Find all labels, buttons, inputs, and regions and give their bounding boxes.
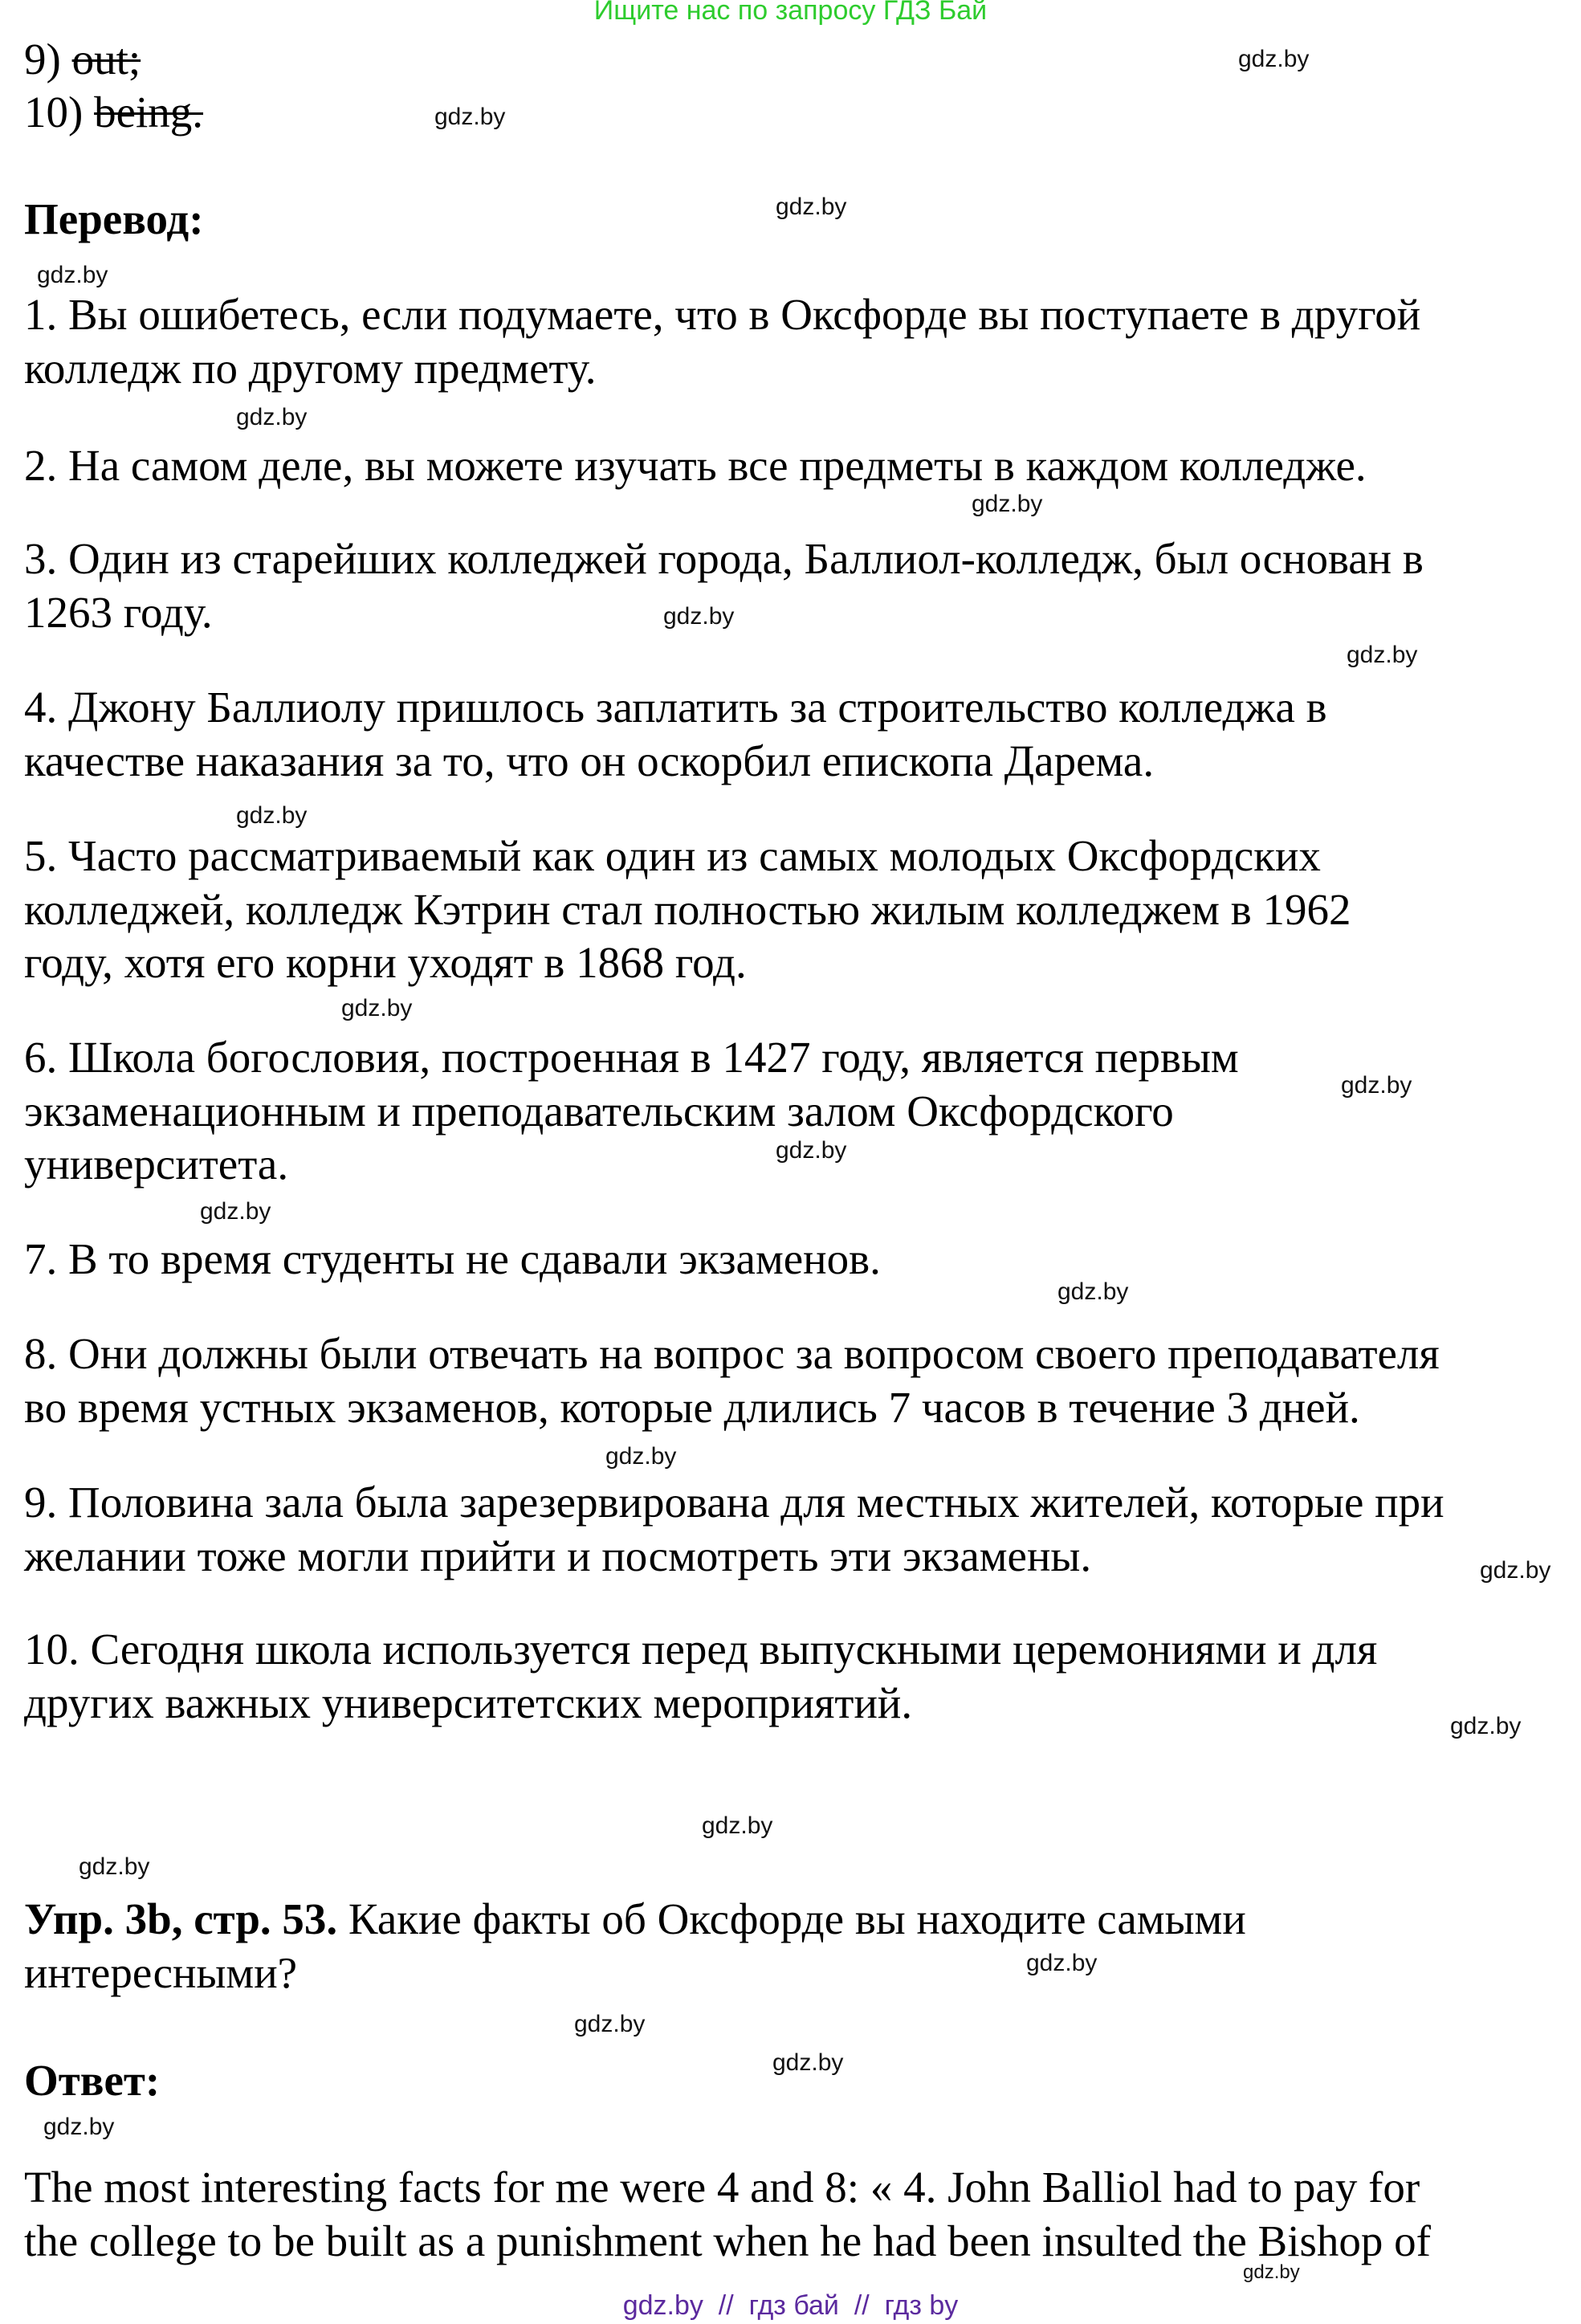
line: the college to be built as a punishment when he had been insulted the Bishop of bbox=[24, 2216, 1431, 2265]
line: 9. Половина зала была зарезервирована для местных жителей, которые при bbox=[24, 1478, 1444, 1527]
watermark: gdz.by bbox=[1026, 1950, 1098, 1976]
watermark: gdz.by bbox=[341, 995, 413, 1021]
line: 8. Они должны были отвечать на вопрос за вопросом своего преподавателя bbox=[24, 1329, 1440, 1378]
watermark: gdz.by bbox=[79, 1853, 150, 1880]
watermark: gdz.by bbox=[776, 1137, 847, 1164]
answer-heading: Ответ: bbox=[24, 2056, 161, 2105]
line: 5. Часто рассматриваемый как один из самых молодых Оксфордских bbox=[24, 831, 1321, 880]
line: 7. В то время студенты не сдавали экзаменов. bbox=[24, 1234, 881, 1283]
watermark: gdz.by bbox=[43, 2114, 115, 2140]
line: году, хотя его корни уходят в 1868 год. bbox=[24, 938, 747, 987]
watermark: gdz.by bbox=[434, 104, 506, 130]
line: экзаменационным и преподавательским залом Оксфордского bbox=[24, 1086, 1174, 1135]
answer-item-10 bbox=[24, 86, 203, 140]
translation-item-7 bbox=[24, 1233, 881, 1286]
translation-item-6 bbox=[24, 1031, 1239, 1192]
translation-item-1 bbox=[24, 288, 1420, 395]
watermark: gdz.by bbox=[772, 2049, 844, 2076]
line: желании тоже могли прийти и посмотреть эти экзамены. bbox=[24, 1531, 1092, 1580]
line: во время устных экзаменов, которые длились 7 часов в течение 3 дней. bbox=[24, 1382, 1360, 1432]
line: 2. На самом деле, вы можете изучать все предметы в каждом колледже. bbox=[24, 441, 1367, 490]
watermark: gdz.by bbox=[574, 2011, 646, 2037]
watermark: gdz.by bbox=[1057, 1278, 1129, 1305]
line: 1. Вы ошибетесь, если подумаете, что в Оксфорде вы поступаете в другой bbox=[24, 290, 1421, 339]
translation-item-10 bbox=[24, 1623, 1377, 1730]
line: качестве наказания за то, что он оскорбил епископа Дарема. bbox=[24, 736, 1155, 785]
struck-word: out; bbox=[71, 35, 141, 84]
exercise-label: Упр. 3b, стр. 53. bbox=[24, 1894, 338, 1943]
watermark: gdz.by bbox=[702, 1812, 773, 1839]
translation-item-8 bbox=[24, 1327, 1440, 1434]
line: 1263 году. bbox=[24, 587, 213, 637]
line: 4. Джону Баллиолу пришлось заплатить за строительство колледжа в bbox=[24, 683, 1327, 732]
watermark: gdz.by bbox=[663, 603, 735, 630]
watermark: gdz.by bbox=[1347, 642, 1418, 668]
watermark: gdz.by bbox=[236, 802, 308, 829]
line: The most interesting facts for me were 4 and 8: « 4. John Balliol had to pay for bbox=[24, 2163, 1420, 2212]
line: университета. bbox=[24, 1140, 289, 1189]
search-banner[interactable]: Ищите нас по запросу ГДЗ Бай bbox=[593, 0, 988, 26]
watermark: gdz.by bbox=[605, 1443, 677, 1470]
watermark: gdz.by bbox=[1243, 2261, 1300, 2283]
watermark: gdz.by bbox=[200, 1198, 271, 1225]
footer-links[interactable]: gdz.by // гдз бай // гдз by bbox=[622, 2290, 959, 2321]
translation-item-2 bbox=[24, 439, 1367, 493]
line: 6. Школа богословия, построенная в 1427 году, является первым bbox=[24, 1033, 1239, 1082]
answer-text bbox=[24, 2161, 1431, 2268]
line: других важных университетских мероприятий. bbox=[24, 1678, 913, 1727]
answer-item-9 bbox=[24, 33, 141, 87]
translation-item-9 bbox=[24, 1476, 1444, 1583]
watermark: gdz.by bbox=[1450, 1713, 1522, 1739]
watermark: gdz.by bbox=[972, 491, 1043, 517]
line: интересными? bbox=[24, 1947, 298, 1997]
watermark: gdz.by bbox=[37, 262, 108, 288]
translation-item-4 bbox=[24, 681, 1327, 788]
struck-word: being. bbox=[94, 88, 204, 137]
translation-heading: Перевод: bbox=[24, 194, 204, 243]
line: колледжей, колледж Кэтрин стал полностью жилым колледжем в 1962 bbox=[24, 884, 1351, 934]
item-number: 9) bbox=[24, 35, 61, 84]
item-number: 10) bbox=[24, 88, 84, 137]
watermark: gdz.by bbox=[236, 404, 308, 430]
translation-item-5 bbox=[24, 830, 1351, 990]
watermark: gdz.by bbox=[1480, 1557, 1551, 1584]
line: 10. Сегодня школа используется перед выпускными церемониями и для bbox=[24, 1625, 1378, 1674]
line: Какие факты об Оксфорде вы находите самыми bbox=[337, 1894, 1246, 1943]
exercise-question bbox=[24, 1893, 1246, 2000]
watermark: gdz.by bbox=[1238, 46, 1310, 72]
line: колледж по другому предмету. bbox=[24, 343, 597, 393]
line: 3. Один из старейших колледжей города, Баллиол-колледж, был основан в bbox=[24, 534, 1424, 583]
watermark: gdz.by bbox=[1341, 1072, 1412, 1099]
watermark: gdz.by bbox=[776, 194, 847, 220]
